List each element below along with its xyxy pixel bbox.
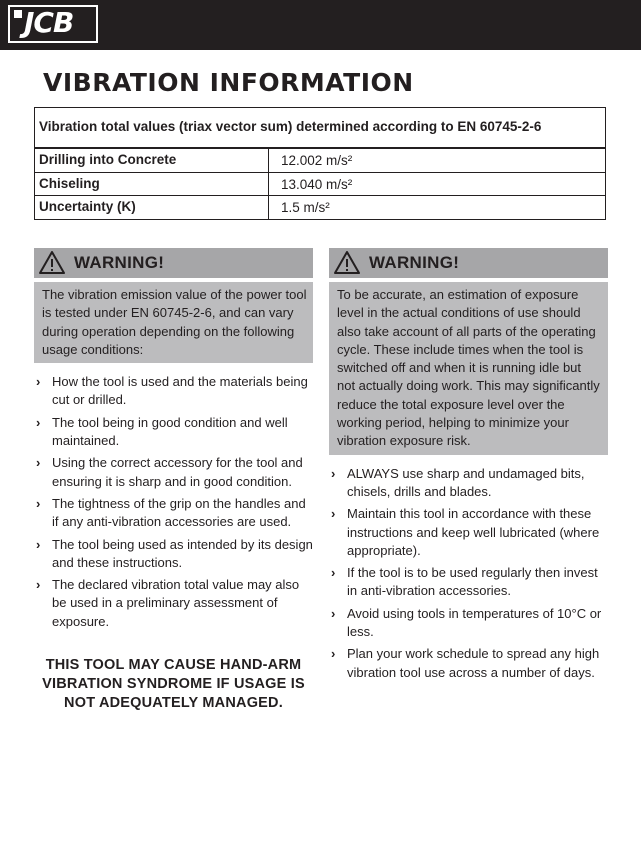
list-item-text: Using the correct accessory for the tool and ensuring it is sharp and in good condition. [52,455,303,489]
list-item-text: ALWAYS use sharp and undamaged bits, chisels, drills and blades. [347,465,585,499]
list-item-text: The tool being in good condition and well maintained. [52,414,288,449]
list-item [329,505,608,560]
table-row [35,195,605,219]
warning-column-left [34,248,313,635]
logo-mark-icon [14,10,22,18]
list-item-text: How the tool is used and the materials being cut or drilled. [52,374,308,408]
chevron-right-icon: › [36,536,41,552]
chevron-right-icon: › [331,565,336,581]
row-label: Uncertainty (K) [35,196,269,219]
row-value: 1.5 m/s² [281,200,330,215]
chevron-right-icon: › [36,577,41,593]
hand-arm-syndrome-warning: THIS TOOL MAY CAUSE HAND-ARM VIBRATION SYNDROME IF USAGE IS NOT ADEQUATELY MANAGED. [42,657,305,711]
warning-header [329,248,608,278]
chevron-right-icon: › [36,374,41,390]
list-item-text: Plan your work schedule to spread any high vibration tool use across a number of days. [347,646,600,680]
chevron-right-icon: › [331,465,336,481]
list-item [329,645,608,682]
table-row [35,148,605,172]
list-item [34,536,313,573]
list-item [34,495,313,532]
table-heading: Vibration total values (triax vector sum) determined according to EN 60745-2-6 [35,108,605,148]
chevron-right-icon: › [36,414,41,430]
list-item-text: Maintain this tool in accordance with these instructions and keep well lubricated (where appropriate). [347,506,600,558]
row-label: Chiseling [35,173,269,196]
warning-column-right [329,248,608,686]
page-title: VIBRATION INFORMATION [43,68,414,97]
row-value: 12.002 m/s² [281,153,353,168]
advice-list [329,465,608,682]
chevron-right-icon: › [36,495,41,511]
chevron-right-icon: › [331,605,336,621]
chevron-right-icon: › [331,506,336,522]
list-item [34,373,313,410]
list-item [329,465,608,502]
header-bar [0,0,641,50]
chevron-right-icon: › [36,455,41,471]
list-item-text: The declared vibration total value may also be used in a preliminary assessment of exposure. [52,577,300,629]
list-item [329,605,608,642]
logo-text: JCB [24,6,74,39]
row-value: 13.040 m/s² [281,176,353,192]
row-label: Drilling into Concrete [35,149,269,172]
list-item-text: The tightness of the grip on the handles and if any anti-vibration accessories are used. [52,495,306,530]
warning-title: WARNING! [369,253,460,272]
list-item-text: If the tool is to be used regularly then invest in anti-vibration accessories. [347,565,598,599]
vibration-table [34,107,606,220]
warning-triangle-icon [38,250,66,276]
list-item-text: The tool being used as intended by its design and these instructions. [52,536,313,570]
chevron-right-icon: › [331,646,336,662]
warning-header [34,248,313,278]
table-row [35,172,605,196]
list-item [34,454,313,491]
warning-text: To be accurate, an estimation of exposure level in the actual conditions of use should also take account of all parts of the operating cycle. These include times when the tool is switched off and when it is running idle but not actually doing work. This may significantly reduce the total exposure level over the working period, helping to minimize your vibration exposure risk. [329,282,608,455]
conditions-list [34,373,313,631]
warning-triangle-icon [333,250,361,276]
list-item [329,564,608,601]
list-item-text: Avoid using tools in temperatures of 10°C or less. [347,605,602,640]
warning-title: WARNING! [74,253,165,272]
list-item [34,414,313,451]
list-item [34,576,313,631]
jcb-logo [8,5,98,43]
warning-text: The vibration emission value of the power tool is tested under EN 60745-2-6, and can vary during operation depending on the following usage conditions: [34,282,313,363]
